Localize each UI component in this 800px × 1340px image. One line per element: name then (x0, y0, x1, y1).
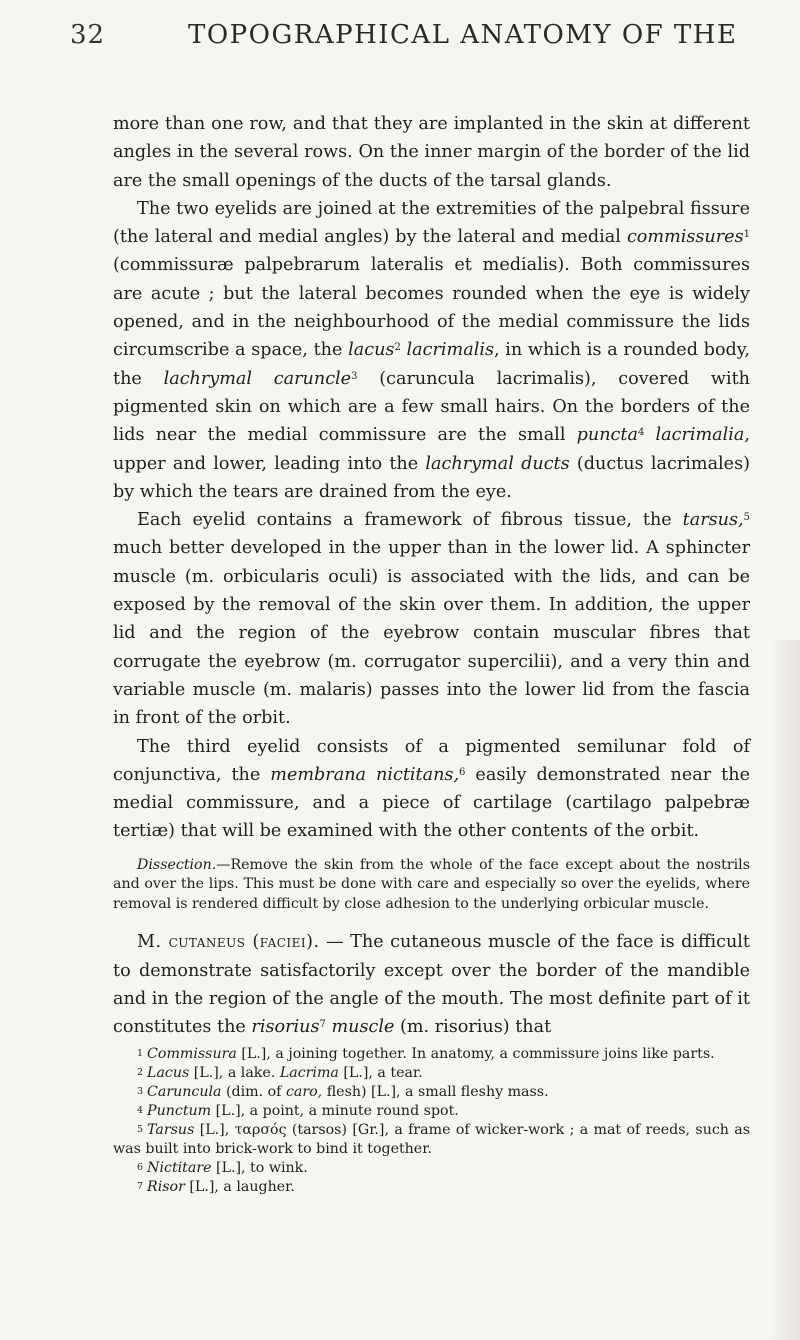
section-heading: M. cutaneus (faciei). (137, 932, 320, 953)
page-header (70, 20, 750, 60)
footnote: $^6$ Nictitare [L.], to wink. (137, 1160, 308, 1177)
footnote-ref-1: 1 (743, 229, 750, 241)
footnotes (113, 1045, 750, 1197)
footnote-ref-6: 6 (459, 766, 466, 778)
footnote-ref-3: 3 (351, 370, 358, 382)
term-risorius: risorius (251, 1017, 320, 1038)
paragraph-1: more than one row, and that they are implanted in the skin at different angles in the several rows. On the inner margin of the border of the lid are the small openings of the ducts of the tarsal glands. (113, 114, 750, 191)
term-ducts: lachrymal ducts (425, 453, 570, 474)
body-text (113, 110, 750, 1197)
term-puncta: puncta (576, 425, 638, 446)
term-tarsus: tarsus, (682, 510, 744, 531)
footnote: $^4$ Punctum [L.], a point, a minute round spot. (137, 1103, 459, 1120)
running-head: TOPOGRAPHICAL ANATOMY OF THE (188, 20, 738, 50)
footnote: $^1$ Commissura [L.], a joining together. In anatomy, a commissure joins like parts. (137, 1046, 715, 1063)
paragraph-cutaneus: M. cutaneus (faciei). — The cutaneous muscle of the face is difficult to demonstrate satisfactorily except over the border of the mandible and in the region of the angle of the mouth. The most definite part of it constitutes the risorius$^7$ muscle (m. risorius) that (113, 932, 750, 1038)
footnote-ref-4: 4 (637, 427, 645, 439)
term-lacus: lacus (348, 340, 395, 361)
term-commissures: commissures (626, 227, 744, 248)
paragraph-third-eyelid: The third eyelid consists of a pigmented semilunar fold of conjunctiva, the membrana nictitans,$^6$ easily demonstrated near the medial commissure, and a piece of cartilage (cartilago palpebræ tertiæ) that will be examined with the other contents of the orbit. (113, 736, 750, 842)
dissection-label: Dissection. (137, 856, 217, 873)
paragraph-tarsus: Each eyelid contains a framework of fibrous tissue, the tarsus,$^5$ much better developed in the upper than in the lower lid. A sphincter muscle (m. orbicularis oculi) is associated with the lids, and can be exposed by the removal of the skin over them. In addition, the upper lid and the region of the eyebrow contain muscular fibres that corrugate the eyebrow (m. corrugator supercilii), and a very thin and variable muscle (m. malaris) passes into the lower lid from the fascia in front of the orbit. (113, 510, 750, 729)
paragraph-commissures: The two eyelids are joined at the extremities of the palpebral fissure (the lateral and medial angles) by the lateral and medial commissures$^1$ (commissuræ palpebrarum lateralis et medialis). Both commissures are acute ; but the lateral becomes rounded when the eye is widely opened, and in the neighbourhood of the medial commissure the lids circumscribe a space, the lacus$^2$ lacrimalis, in which is a rounded body, the lachrymal caruncle$^3$ (caruncula lacrimalis), covered with pigmented skin on which are a few small hairs. On the borders of the lids near the medial commissure are the small puncta$^4$ lacrimalia, upper and lower, leading into the lachrymal ducts (ductus lacrimales) by which the tears are drained from the eye. (113, 198, 751, 502)
term-membrana: membrana nictitans, (270, 764, 460, 785)
footnote: $^5$ Tarsus [L.], ταρσός (tarsos) [Gr.], a frame of wicker-work ; a mat of reeds, such as was built into brick-work to bind it together. (113, 1122, 750, 1158)
page-number: 32 (70, 20, 106, 50)
footnote: $^7$ Risor [L.], a laugher. (137, 1179, 295, 1196)
page-edge-stain (770, 640, 800, 1340)
footnote: $^2$ Lacus [L.], a lake. Lacrima [L.], a tear. (137, 1065, 423, 1082)
term-caruncle: lachrymal caruncle (163, 368, 352, 389)
footnote-ref-2: 2 (394, 342, 401, 354)
footnote-ref-7: 7 (319, 1019, 326, 1031)
footnote: $^3$ Caruncula (dim. of caro, flesh) [L.], a small fleshy mass. (137, 1084, 549, 1101)
footnote-ref-5: 5 (743, 512, 750, 524)
dissection-note: Dissection.—Remove the skin from the whole of the face except about the nostrils and over the lips. This must be done with care and especially so over the eyelids, where removal is rendered difficult by close adhesion to the underlying orbicular muscle. (113, 856, 750, 912)
